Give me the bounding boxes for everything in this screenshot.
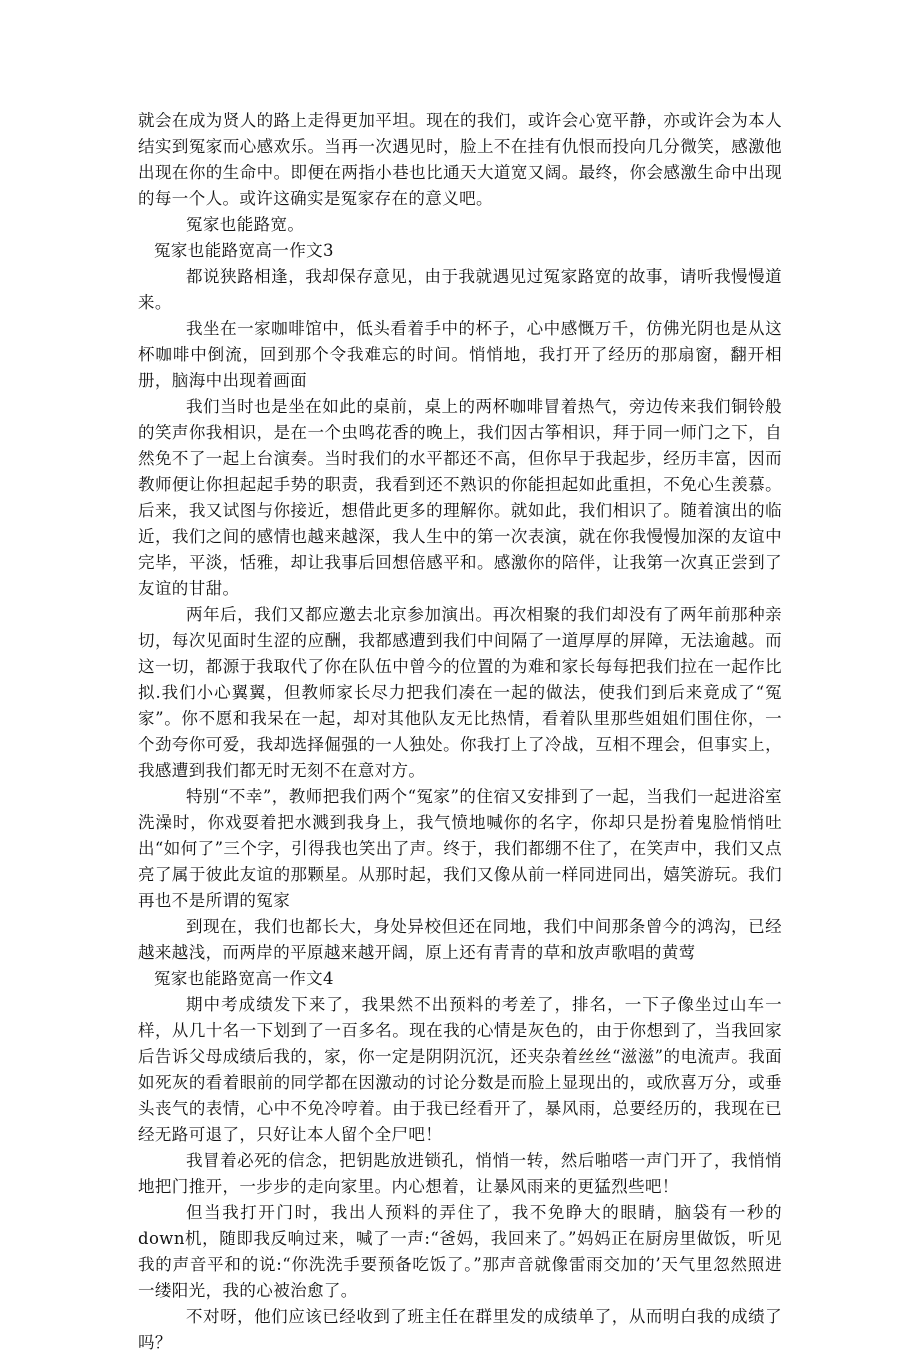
paragraph: 我坐在一家咖啡馆中，低头看着手中的杯子，心中感慨万千，仿佛光阴也是从这杯咖啡中倒流，回到那个令我难忘的时间。悄悄地，我打开了经历的那扇窗，翻开相册，脑海中出现着画面 <box>138 319 782 390</box>
paragraph: 期中考成绩发下来了，我果然不出预料的考差了，排名，一下子像坐过山车一样，从几十名一下划到了一百多名。现在我的心情是灰色的，由于你想到了，当我回家后告诉父母成绩后我的，家，你一定是阴阴沉沉，还夹杂着丝丝“滋滋”的电流声。我面如死灰的看着眼前的同学都在因激动的讨论分数是而脸上显现出的，或欣喜万分，或垂头丧气的表情，心中不免冷哼着。由于我已经看开了，暴风雨，总要经历的，我现在已经无路可退了，只好让本人留个全尸吧！ <box>138 995 782 1144</box>
paragraph: 都说狭路相逢，我却保存意见，由于我就遇见过冤家路宽的故事，请听我慢慢道来。 <box>138 267 782 312</box>
paragraph: 特别“不幸”，教师把我们两个“冤家”的住宿又安排到了一起，当我们一起进浴室洗澡时，你戏耍着把水溅到我身上，我气愤地喊你的名字，你却只是扮着鬼脸悄悄吐出“如何了”三个字，引得我也笑出了声。终于，我们都绷不住了，在笑声中，我们又点亮了属于彼此友谊的那颗星。从那时起，我们又像从前一样同进同出，嬉笑游玩。我们再也不是所谓的冤家 <box>138 787 782 910</box>
paragraph: 就会在成为贤人的路上走得更加平坦。现在的我们，或许会心宽平静，亦或许会为本人结实到冤家而心感欢乐。当再一次遇见时，脸上不在挂有仇恨而投向几分微笑，感激他出现在你的生命中。即便在两指小巷也比通天大道宽又阔。最终，你会感激生命中出现的每一个人。或许这确实是冤家存在的意义吧。 <box>138 111 782 208</box>
paragraph: 到现在，我们也都长大，身处异校但还在同地，我们中间那条曾今的鸿沟，已经越来越浅，而两岸的平原越来越开阔，原上还有青青的草和放声歌唱的黄莺 <box>138 917 782 962</box>
paragraph: 但当我打开门时，我出人预料的弄住了，我不免睁大的眼睛，脑袋有一秒的down机，随即我反响过来，喊了一声:“爸妈，我回来了。”妈妈正在厨房里做饭，听见我的声音平和的说:“你洗洗手要预备吃饭了。”那声音就像雷雨交加的’天气里忽然照进一缕阳光，我的心被治愈了。 <box>138 1203 782 1300</box>
paragraph: 不对呀，他们应该已经收到了班主任在群里发的成绩单了，从而明白我的成绩了吗？ <box>138 1307 782 1352</box>
section-heading: 冤家也能路宽高一作文4 <box>154 969 334 988</box>
paragraph: 我冒着必死的信念，把钥匙放进锁孔，悄悄一转，然后啪嗒一声门开了，我悄悄地把门推开，一步步的走向家里。内心想着，让暴风雨来的更猛烈些吧！ <box>138 1151 782 1196</box>
paragraph: 两年后，我们又都应邀去北京参加演出。再次相聚的我们却没有了两年前那种亲切，每次见面时生涩的应酬，我都感遭到我们中间隔了一道厚厚的屏障，无法逾越。而这一切，都源于我取代了你在队伍中曾今的位置的为难和家长每每把我们拉在一起作比拟.我们小心翼翼，但教师家长尽力把我们凑在一起的做法，使我们到后来竟成了“冤家”。你不愿和我呆在一起，却对其他队友无比热情，看着队里那些姐姐们围住你，一个劲夸你可爱，我却选择倔强的一人独处。你我打上了冷战，互相不理会，但事实上，我感遭到我们都无时无刻不在意对方。 <box>138 605 782 780</box>
document-body <box>138 108 782 1356</box>
paragraph: 冤家也能路宽。 <box>186 215 305 234</box>
paragraph: 我们当时也是坐在如此的桌前，桌上的两杯咖啡冒着热气，旁边传来我们铜铃般的笑声你我相识，是在一个虫鸣花香的晚上，我们因古筝相识，拜于同一师门之下，自然免不了一起上台演奏。当时我们的水平都还不高，但你早于我起步，经历丰富，因而教师便让你担起起手势的职责，我看到还不熟识的你能担起如此重担，不免心生羡慕。后来，我又试图与你接近，想借此更多的理解你。就如此，我们相识了。随着演出的临近，我们之间的感情也越来越深，我人生中的第一次表演，就在你我慢慢加深的友谊中完毕，平淡，恬雅，却让我事后回想倍感平和。感激你的陪伴，让我第一次真正尝到了友谊的甘甜。 <box>138 397 782 598</box>
section-heading: 冤家也能路宽高一作文3 <box>154 241 334 260</box>
